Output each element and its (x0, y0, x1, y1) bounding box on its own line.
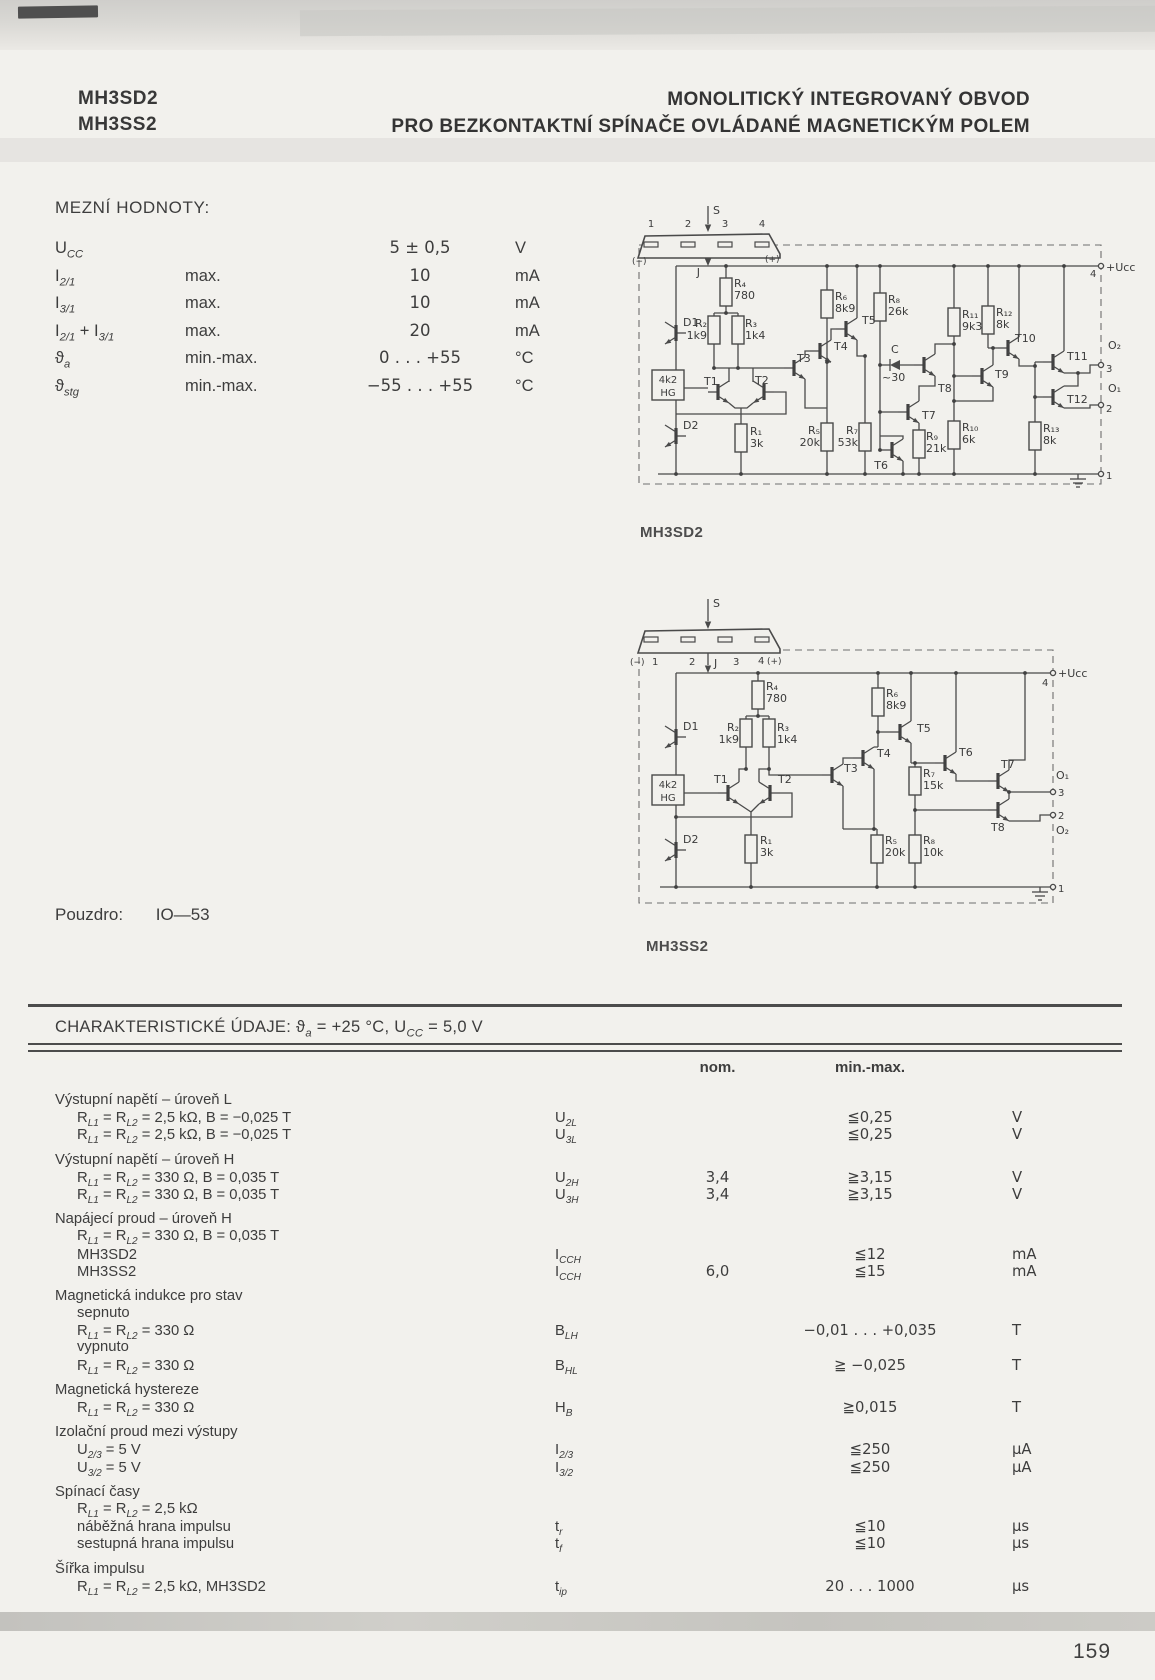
resistor-r4 (720, 278, 732, 306)
table-row: Magnetická hystereze (55, 1381, 199, 1398)
r1-label: R₁ (750, 425, 763, 438)
schematic2-caption: MH3SS2 (646, 938, 709, 955)
output-o2-label: O₂ (1056, 824, 1070, 837)
resistor-r13 (1029, 422, 1041, 450)
transistor-t6 (935, 752, 956, 774)
r3-label: R₃ (777, 721, 790, 734)
pin1-terminal (1050, 884, 1055, 889)
polarity-minus: (−) (630, 658, 645, 668)
resistor-r1 (745, 835, 757, 863)
t3-label: T3 (844, 762, 858, 775)
pin-label: 3 (733, 657, 740, 668)
transistor-t3 (822, 764, 843, 786)
table-row: Výstupní napětí – úroveň L (55, 1092, 232, 1108)
package-line (55, 905, 210, 925)
r13-label: R₁₃ (1043, 422, 1060, 435)
pin-label: 1 (1058, 884, 1065, 895)
table-row: Výstupní napětí – úroveň H (55, 1151, 235, 1168)
hg-label: HG (660, 388, 676, 399)
resistor-r5 (871, 835, 883, 863)
table-row: Spínací časy (55, 1483, 140, 1500)
transistor-t12 (1043, 386, 1064, 408)
scan-band-top-streak (300, 6, 1155, 36)
table-row: $U_{2/3} = 5$ V $I_{2/3}$ ≦250 μA (77, 1441, 1032, 1462)
pin-label: 4 (1090, 269, 1097, 280)
r5-label: R₅ (807, 424, 820, 437)
pin-label: 2 (684, 219, 692, 230)
col-header-nom: nom. (699, 1059, 736, 1076)
pin-label: 1 (652, 657, 659, 668)
r12-label: R₁₂ (996, 306, 1013, 319)
r8-value: 26k (888, 305, 909, 318)
r7-label: R₇ (923, 767, 936, 780)
pin3-terminal (1098, 362, 1103, 367)
output-o1-label: O₁ (1056, 769, 1070, 782)
transistor-t5 (836, 318, 857, 340)
resistor-r6 (872, 688, 884, 716)
r1-value: 3k (750, 437, 764, 450)
char-table-title: CHARAKTERISTICKÉ ÚDAJE: $ϑ_a = +25$ °C, $U_{CC} = 5,0$ V (55, 1018, 483, 1040)
transistor-t4 (810, 340, 831, 362)
ground-icon (1070, 474, 1086, 487)
resistor-r9 (913, 430, 925, 458)
r8-value: 10k (923, 846, 944, 859)
schematic-mh3sd2 (588, 196, 1140, 496)
hg-label: HG (660, 793, 676, 804)
r7-value: 15k (923, 779, 944, 792)
polarity-plus: (+) (765, 255, 780, 265)
pin-label: 4 (758, 656, 765, 667)
output-o1-label: O₁ (1108, 382, 1122, 395)
table-row: $R_{L1} = R_{L2} = 330$ Ω, B = 0,035 T $U_{3H}$ 3,4 ≧3,15 V (77, 1185, 1023, 1206)
pin2-terminal (1098, 402, 1103, 407)
d1-label: D1 (683, 720, 699, 733)
t5-label: T5 (917, 722, 931, 735)
d1-label: D1 (683, 316, 699, 329)
j-label: J (696, 266, 700, 279)
r12-value: 8k (996, 318, 1010, 331)
limits-row: $ϑ_a$ min.-max. 0 . . . +55 °C (55, 348, 534, 371)
limits-title: MEZNÍ HODNOTY: (55, 198, 210, 217)
s-arrow-icon (705, 622, 711, 630)
r10-value: 6k (962, 433, 976, 446)
t1-label: T1 (714, 773, 728, 786)
r2-value: 1k9 (718, 733, 739, 746)
j-arrow-icon (705, 259, 711, 267)
diode-c (890, 359, 900, 371)
r3-value: 1k4 (745, 329, 766, 342)
transistor-t2 (759, 782, 780, 804)
t6-label: T6 (874, 459, 888, 472)
schematic-mh3ss2 (588, 585, 1140, 925)
title-line-2: PRO BEZKONTAKTNÍ SPÍNAČE OVLÁDANÉ MAGNETICKÝM POLEM (391, 116, 1030, 137)
r1-value: 3k (760, 846, 774, 859)
t3-label: T3 (797, 352, 811, 365)
table-row: vypnuto (77, 1339, 129, 1356)
t11-label: T11 (1067, 350, 1088, 363)
scan-band-header (0, 138, 1155, 162)
transistor-t11 (1043, 351, 1064, 373)
pin3-terminal (1050, 789, 1055, 794)
t1-label: T1 (704, 375, 718, 388)
t10-label: T10 (1015, 332, 1036, 345)
package-symbol (638, 234, 780, 258)
pin-label: 4 (1042, 678, 1049, 689)
table-row: $R_{L1} = R_{L2} = 2,5$ kΩ, MH3SD2 $t_{ip}$ 20 . . . 1000 μs (77, 1577, 1030, 1598)
resistor-r6 (821, 290, 833, 318)
r6-label: R₆ (886, 687, 899, 700)
col-header-minmax: min.-max. (834, 1059, 906, 1076)
package-symbol (638, 629, 780, 653)
table-row: MH3SS2 $I_{CCH}$ 6,0 ≦15 mA (77, 1262, 1037, 1283)
pin-label: 1 (1106, 471, 1113, 482)
pin-label: 3 (721, 219, 729, 230)
table-row: $R_{L1} = R_{L2} = 2,5$ kΩ, B = −0,025 T $U_{2L}$ ≦0,25 V (77, 1109, 1023, 1130)
resistor-r1 (735, 424, 747, 452)
ucc-label: +Uᴄᴄ (1058, 667, 1088, 680)
t4-label: T4 (877, 747, 891, 760)
r2-value: 1k9 (686, 329, 707, 342)
r4-label: R₄ (766, 680, 779, 693)
r6-value: 8k9 (835, 302, 856, 315)
page-number: 159 (1073, 1640, 1112, 1663)
pin-label: 4 (758, 219, 766, 230)
table-row: $R_{L1} = R_{L2} = 330$ Ω $H_B$ ≧0,015 T (77, 1399, 1022, 1419)
table-row: $R_{L1} = R_{L2} = 330$ Ω, B = 0,035 T $U_{2H}$ 3,4 ≧3,15 V (77, 1168, 1023, 1189)
r6-value: 8k9 (886, 699, 907, 712)
table-row: $R_{L1} = R_{L2} = 330$ Ω $B_{LH}$ −0,01 . . . +0,035 T (77, 1322, 1022, 1343)
r8-label: R₈ (888, 293, 901, 306)
t7-label: T7 (1001, 758, 1015, 771)
table-row: Napájecí proud – úroveň H (55, 1211, 232, 1228)
table-row: $R_{L1} = R_{L2} = 330$ Ω $B_{HL}$ ≧ −0,025 T (77, 1356, 1022, 1377)
polarity-plus: (+) (767, 657, 782, 667)
table-row: $R_{L1} = R_{L2} = 2,5$ kΩ, B = −0,025 T $U_{3L}$ ≦0,25 V (77, 1126, 1023, 1147)
pin2-terminal (1050, 812, 1055, 817)
transistor-t8 (988, 799, 1009, 821)
r13-value: 8k (1043, 434, 1057, 447)
r2-label: R₂ (694, 317, 707, 330)
resistor-r8 (909, 835, 921, 863)
s-arrow-icon (705, 225, 711, 233)
r4-value: 780 (734, 289, 755, 302)
table-rule-double (28, 1043, 1122, 1052)
transistor-t8 (914, 354, 935, 376)
r11-label: R₁₁ (962, 308, 979, 321)
r4-value: 780 (766, 692, 787, 705)
schematic1-caption: MH3SD2 (640, 524, 704, 541)
resistor-r7 (859, 423, 871, 451)
pin4-terminal (1098, 263, 1103, 268)
transistor-t7 (988, 770, 1009, 792)
table-row: $R_{L1} = R_{L2} = 330$ Ω, B = 0,035 T (77, 1228, 280, 1248)
hg-label: 4k2 (658, 780, 678, 791)
resistor-r3 (732, 316, 744, 344)
table-row: $U_{3/2} = 5$ V $I_{3/2}$ ≦250 μA (77, 1458, 1032, 1479)
s-input-label: S (713, 204, 720, 217)
title-line-1: MONOLITICKÝ INTEGROVANÝ OBVOD (667, 89, 1030, 110)
resistor-r2 (708, 316, 720, 344)
table-row: $R_{L1} = R_{L2} = 2,5$ kΩ (77, 1500, 198, 1520)
r4-label: R₄ (734, 277, 747, 290)
ucc-label: +Uᴄᴄ (1106, 261, 1136, 274)
limits-row: $U_{CC}$ 5 ± 0,5 V (55, 238, 527, 261)
transistor-t5 (890, 721, 911, 743)
part-numbers (78, 86, 158, 138)
r7-label: R₇ (845, 424, 858, 437)
r8-label: R₈ (923, 834, 936, 847)
d2-label: D2 (683, 419, 699, 432)
scan-mark (18, 5, 98, 18)
pin-label: 3 (1058, 788, 1065, 799)
r9-label: R₉ (926, 430, 939, 443)
limits-row: $I_{3/1}$ max. 10 mA (55, 293, 540, 316)
r10-label: R₁₀ (962, 421, 979, 434)
r5-value: 20k (799, 436, 820, 449)
page-title (270, 86, 1030, 140)
j-label: J (714, 657, 718, 670)
t6-label: T6 (959, 746, 973, 759)
resistor-r12 (982, 306, 994, 334)
r9-value: 21k (926, 442, 947, 455)
pin-label: 2 (1106, 404, 1113, 415)
limits-row: $I_{2/1}$ max. 10 mA (55, 265, 540, 288)
limits-rows (55, 238, 585, 404)
char-table-header (55, 1059, 1120, 1076)
t12-label: T12 (1067, 393, 1088, 406)
resistor-r2 (740, 719, 752, 747)
table-row: Izolační proud mezi výstupy (55, 1424, 238, 1441)
r3-value: 1k4 (777, 733, 798, 746)
j-arrow-icon (705, 666, 711, 674)
pin-label: 2 (689, 657, 696, 668)
limits-row: $I_{2/1} + I_{3/1}$ max. 20 mA (55, 320, 540, 344)
char-table-rows (55, 1084, 1120, 1598)
resistor-r10 (948, 421, 960, 449)
limits-row: $ϑ_{stg}$ min.-max. −55 . . . +55 °C (55, 375, 534, 399)
scan-band-bottom (0, 1612, 1155, 1631)
output-o2-label: O₂ (1108, 339, 1122, 352)
table-row: Šířka impulsu (55, 1560, 145, 1577)
r7-value: 53k (837, 436, 858, 449)
c-label: C (891, 343, 899, 356)
t8-label: T8 (991, 821, 1005, 834)
package-value: IO—53 (155, 905, 210, 924)
d2-label: D2 (683, 833, 699, 846)
t2-label: T2 (778, 773, 792, 786)
ground-icon (1032, 887, 1048, 900)
transistor-t7 (898, 401, 919, 423)
transistor-t9 (972, 365, 993, 387)
r3-label: R₃ (745, 317, 758, 330)
t8-label: T8 (938, 382, 952, 395)
resistor-r3 (763, 719, 775, 747)
c-value: ~30 (882, 371, 906, 384)
pin1-terminal (1098, 471, 1103, 476)
ic-boundary (639, 650, 1053, 903)
table-rule-top (28, 1004, 1122, 1007)
table-row: náběžná hrana impulsu $t_r$ ≦10 μs (77, 1518, 1030, 1539)
hg-label: 4k2 (658, 375, 678, 386)
table-row: sestupná hrana impulsu $t_f$ ≦10 μs (77, 1535, 1030, 1556)
part-number-1: MH3SD2 (78, 88, 159, 109)
resistor-r4 (752, 681, 764, 709)
part-number-2: MH3SS2 (78, 114, 158, 135)
t5-label: T5 (862, 314, 876, 327)
r5-label: R₅ (885, 834, 898, 847)
s-input-label: S (713, 597, 720, 610)
table-row: Magnetická indukce pro stav (55, 1287, 243, 1304)
polarity-minus: (−) (632, 257, 647, 267)
t9-label: T9 (995, 368, 1009, 381)
r2-label: R₂ (726, 721, 739, 734)
resistor-r5 (821, 423, 833, 451)
resistor-r7 (909, 767, 921, 795)
pin-label: 2 (1058, 811, 1065, 822)
r1-label: R₁ (760, 834, 773, 847)
r6-label: R₆ (835, 290, 848, 303)
package-label: Pouzdro: (55, 905, 124, 924)
pin-label: 1 (647, 219, 655, 230)
table-row: MH3SD2 $I_{CCH}$ ≦12 mA (77, 1245, 1037, 1266)
t7-label: T7 (922, 409, 936, 422)
r11-value: 9k3 (962, 320, 983, 333)
r5-value: 20k (885, 846, 906, 859)
t4-label: T4 (834, 340, 848, 353)
resistor-r8 (874, 293, 886, 321)
table-row: sepnuto (77, 1305, 130, 1322)
pin4-terminal (1050, 670, 1055, 675)
resistor-r11 (948, 308, 960, 336)
pin-label: 3 (1106, 364, 1113, 375)
t2-label: T2 (755, 374, 769, 387)
transistor-t6 (882, 439, 903, 461)
